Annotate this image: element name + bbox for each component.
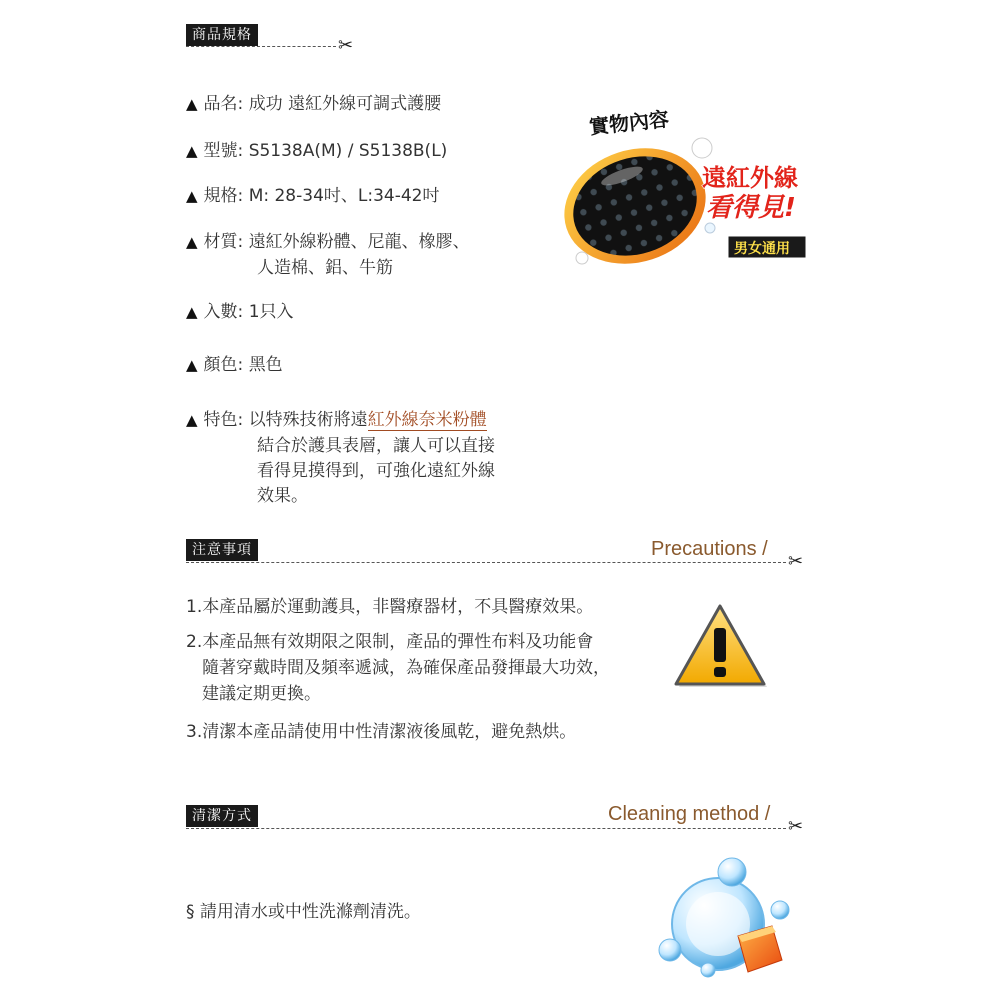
scissors-icon: ✂ bbox=[788, 816, 804, 837]
precaution-item-3: 3.清潔本產品請使用中性清潔液後風乾，避免熱烘。 bbox=[186, 722, 577, 742]
product-badge bbox=[560, 108, 830, 278]
triangle-bullet-icon: ▲ bbox=[186, 187, 198, 205]
spec-label: 特色: bbox=[203, 410, 244, 430]
badge-header-text: 實物內容 bbox=[588, 108, 671, 139]
spec-label: 材質: bbox=[203, 232, 244, 252]
spec-row-color bbox=[186, 352, 283, 378]
spec-label: 規格: bbox=[203, 186, 244, 206]
scissors-icon: ✂ bbox=[788, 551, 804, 572]
spec-row-quantity bbox=[186, 299, 294, 325]
precaution-item-2-cont-2: 建議定期更換。 bbox=[202, 684, 321, 704]
triangle-bullet-icon: ▲ bbox=[186, 303, 198, 321]
spec-label: 入數: bbox=[203, 302, 244, 322]
spec-dash-line bbox=[186, 46, 336, 47]
spec-label: 顏色: bbox=[203, 355, 244, 375]
highlight-text: 紅外線奈米粉體 bbox=[367, 410, 487, 430]
triangle-bullet-icon: ▲ bbox=[186, 95, 198, 113]
badge-line1-text: 遠紅外線 bbox=[702, 164, 798, 192]
spec-value: S5138A(M) / S5138B(L) bbox=[248, 141, 448, 161]
precaution-item-2-cont-1: 隨著穿戴時間及頻率遞減，為確保產品發揮最大功效， bbox=[202, 658, 610, 678]
spec-row-size bbox=[186, 183, 439, 209]
spec-value: 以特殊技術將遠 bbox=[248, 410, 368, 430]
triangle-bullet-icon: ▲ bbox=[186, 233, 198, 251]
spec-material-cont: 人造棉、鋁、牛筋 bbox=[257, 258, 393, 278]
badge-line2-text: 看得見! bbox=[706, 193, 796, 223]
spec-value: M: 28-34吋、L:34-42吋 bbox=[248, 186, 440, 206]
spec-value: 1只入 bbox=[248, 302, 294, 322]
badge-tag-text: 男女通用 bbox=[734, 241, 790, 257]
precautions-title-en: Precautions / bbox=[651, 538, 768, 560]
spec-value: 黑色 bbox=[248, 355, 283, 375]
spec-row-model bbox=[186, 138, 447, 164]
precaution-item-1: 1.本產品屬於運動護具，非醫療器材，不具醫療效果。 bbox=[186, 597, 594, 617]
product-badge-graphic bbox=[560, 108, 830, 278]
spec-feature-cont-3: 效果。 bbox=[257, 486, 308, 506]
precautions-section-tag: 注意事項 bbox=[186, 539, 258, 561]
scissors-icon: ✂ bbox=[338, 35, 354, 56]
triangle-bullet-icon: ▲ bbox=[186, 142, 198, 160]
spec-label: 型號: bbox=[203, 141, 244, 161]
spec-value: 成功 遠紅外線可調式護腰 bbox=[248, 94, 442, 114]
triangle-bullet-icon: ▲ bbox=[186, 356, 198, 374]
triangle-bullet-icon: ▲ bbox=[186, 411, 198, 429]
spec-feature-cont-1: 結合於護具表層，讓人可以直接 bbox=[257, 436, 495, 456]
spec-feature-cont-2: 看得見摸得到，可強化遠紅外線 bbox=[257, 461, 495, 481]
spec-row-name bbox=[186, 91, 441, 117]
cleaning-dash-line bbox=[186, 828, 786, 829]
cleaning-section-tag: 清潔方式 bbox=[186, 805, 258, 827]
spec-section-tag: 商品規格 bbox=[186, 24, 258, 46]
spec-label: 品名: bbox=[203, 94, 244, 114]
spec-value: 遠紅外線粉體、尼龍、橡膠、 bbox=[248, 232, 470, 252]
spec-row-feature bbox=[186, 407, 487, 433]
precaution-item-2: 2.本產品無有效期限之限制，產品的彈性布料及功能會 bbox=[186, 632, 594, 652]
cleaning-title-en: Cleaning method / bbox=[608, 803, 771, 825]
precautions-dash-line bbox=[186, 562, 786, 563]
bubbles-icon bbox=[650, 852, 800, 992]
spec-row-material bbox=[186, 229, 470, 255]
cleaning-instruction: § 請用清水或中性洗滌劑清洗。 bbox=[186, 902, 421, 922]
warning-icon bbox=[672, 600, 768, 690]
